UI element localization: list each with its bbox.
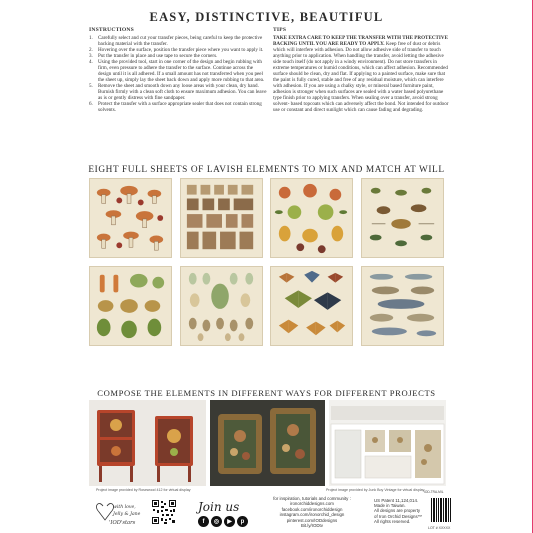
tips-text bbox=[273, 35, 449, 113]
instruction-step: 1. Carefully select and cut your transfer pieces, being careful to keep the protective backing material with the transfer. bbox=[89, 35, 263, 47]
tips-heading: TIPS bbox=[273, 27, 287, 33]
project-photo-frames bbox=[210, 400, 325, 486]
join-us-label: Join us bbox=[198, 500, 240, 514]
lot-number: LOT # XXXXX bbox=[428, 526, 451, 530]
youtube-icon[interactable]: ▶ bbox=[224, 516, 235, 527]
project-photo-cabinets bbox=[89, 400, 206, 486]
transfer-sheet-vegetables bbox=[89, 266, 172, 346]
svg-text:'IOD'stars: 'IOD'stars bbox=[109, 520, 136, 526]
transfer-sheet-insects bbox=[361, 178, 444, 258]
tips-bold-lead: TAKE EXTRA CARE TO KEEP THE TRANSFER WITH THE PROTECTIVE BACKING UNTIL YOU ARE READY TO APPLY. bbox=[273, 35, 448, 47]
patent-info: US Patent 11,124,014. Made in Taiwan. All designs are property of Iron Orchid Designs™ All rights reserved. bbox=[374, 498, 423, 524]
mushrooms-illustration bbox=[90, 179, 171, 257]
contact-info bbox=[262, 496, 362, 528]
instructions-heading: INSTRUCTIONS bbox=[89, 27, 134, 33]
gilded-frames-image bbox=[210, 400, 325, 486]
tv-link[interactable]: Bit.ly/IODtv bbox=[301, 523, 323, 529]
eggs-illustration bbox=[181, 267, 262, 345]
facebook-icon[interactable]: f bbox=[198, 516, 209, 527]
caption-right: Project image provided by Junk Boy Vintage for virtual display bbox=[326, 488, 425, 492]
transfer-sheets-grid bbox=[89, 178, 444, 346]
instagram-link[interactable]: instagram.com/ironorchid_design bbox=[279, 512, 345, 518]
kitchen-cabinets-image bbox=[329, 400, 446, 486]
product-code: IOD-TRA-MIL bbox=[424, 490, 444, 494]
vegetables-illustration bbox=[90, 267, 171, 345]
pinterest-link[interactable]: pinterest.com/IODdesigns bbox=[286, 517, 338, 523]
transfer-sheet-fruits bbox=[270, 178, 353, 258]
fish-illustration bbox=[362, 267, 443, 345]
tips-section bbox=[273, 27, 449, 113]
transfer-sheet-butterflies bbox=[270, 266, 353, 346]
facebook-link[interactable]: facebook.com/ironorchiddesign bbox=[281, 506, 343, 512]
fruits-illustration bbox=[271, 179, 352, 257]
info-line: for inspiration, tutorials and community : bbox=[273, 496, 351, 501]
butterflies-illustration bbox=[271, 267, 352, 345]
pinterest-icon[interactable]: p bbox=[237, 516, 248, 527]
instruction-step: 4. Using the provided tool, start in one corner of the design and begin rubbing with firm, even pressure to adhere the transfer to the surface. Continue across the design until it is all adhered. If a small amount has not transferred when you peel the sheet up, simply lay the sheet back down and apply more rubbing to that area. bbox=[89, 59, 265, 83]
instagram-icon[interactable]: ◎ bbox=[211, 516, 222, 527]
compose-section-heading: COMPOSE THE ELEMENTS IN DIFFERENT WAYS FOR DIFFERENT PROJECTS bbox=[97, 388, 436, 398]
tips-body: Keep free of dust or debris which will interfere with adhesion. Do not allow adhesive side of transfer to touch anything prior to application. When handling the transfer, avoid letting the adhesive side touch itself (do not apply in a windy environment). Do not store transfers in extreme temperatures or humid conditions, which can affect adhesion. Recommended surface should be clean, dry and flat. If applying to a painted surface, make sure that the paint is fully cured, stable and free of any residual moisture, which can interfere with adhesion. If you are using a chalky style, or mineral based furniture paint, adhesion is stronger when such surfaces are sealed with a water based polyurethane type finish prior to applying transfers. When sealing over a transfer, avoid strong solvent- based topcoats which can adversely affect the bond. Not intended for outdoor use or constant and direct sunlight which can cause fading and degrading. bbox=[273, 41, 449, 113]
qr-code[interactable] bbox=[152, 500, 176, 524]
project-photo-kitchen bbox=[329, 400, 446, 486]
transfer-sheet-mushrooms bbox=[89, 178, 172, 258]
barcode bbox=[430, 496, 452, 526]
insects-illustration bbox=[362, 179, 443, 257]
svg-text:with love,: with love, bbox=[113, 505, 136, 510]
red-cabinets-image bbox=[89, 400, 206, 486]
sheets-section-heading: EIGHT FULL SHEETS OF LAVISH ELEMENTS TO MIX AND MATCH AT WILL bbox=[88, 165, 445, 175]
page-title: EASY, DISTINCTIVE, BEAUTIFUL bbox=[149, 10, 384, 24]
website-link[interactable]: ironorchiddesigns.com bbox=[290, 501, 334, 507]
transfer-sheet-specimens bbox=[180, 178, 263, 258]
instructions-section bbox=[89, 27, 267, 113]
svg-text:Jelly & Jane: Jelly & Jane bbox=[113, 512, 141, 517]
signature-heart-logo bbox=[95, 498, 143, 530]
caption-left: Project image provided by Rosewood 412 for virtual display bbox=[96, 488, 191, 492]
instruction-step: 6. Protect the transfer with a surface appropriate sealer that does not contain strong solvents. bbox=[89, 101, 262, 113]
instructions-list bbox=[89, 35, 267, 113]
specimens-illustration bbox=[181, 179, 262, 257]
project-photos bbox=[89, 400, 446, 486]
instruction-step: 2. Hovering over the surface, position the transfer piece where you want to apply it. bbox=[89, 47, 264, 53]
instruction-step: 5. Remove the sheet and smooth down any loose areas with your clean, dry hand. Burnish firmly with a clean soft cloth to ensure maximum adhesion. You can leave as is or gently distress with fine sandpaper. bbox=[89, 83, 267, 101]
instruction-step: 3. Put the transfer in place and use tape to secure the corners. bbox=[89, 53, 218, 59]
social-icons bbox=[198, 516, 248, 527]
transfer-sheet-fish bbox=[361, 266, 444, 346]
transfer-sheet-eggs bbox=[180, 266, 263, 346]
